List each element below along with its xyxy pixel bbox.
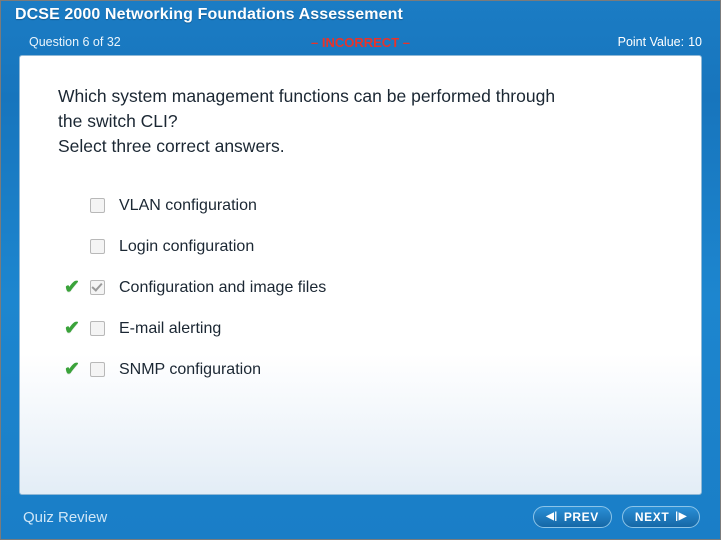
question-progress: Question 6 of 32 bbox=[29, 35, 121, 49]
navigation-buttons bbox=[533, 506, 700, 528]
answer-label: VLAN configuration bbox=[119, 196, 257, 214]
status-bar bbox=[1, 29, 720, 55]
answer-checkbox[interactable] bbox=[90, 362, 105, 377]
check-mark-icon: ✔ bbox=[64, 277, 80, 298]
next-button[interactable] bbox=[622, 506, 700, 528]
question-line-1: Which system management functions can be performed through bbox=[58, 86, 556, 106]
question-panel bbox=[19, 55, 702, 495]
answer-option[interactable] bbox=[64, 267, 667, 308]
prev-button-label: PREV bbox=[563, 510, 599, 524]
answer-option[interactable] bbox=[64, 349, 667, 390]
footer-bar bbox=[1, 495, 720, 539]
answer-option[interactable] bbox=[64, 185, 667, 226]
title-bar bbox=[1, 1, 720, 29]
answer-label: SNMP configuration bbox=[119, 360, 261, 378]
point-value-label: Point Value: bbox=[617, 35, 685, 49]
answer-checkbox[interactable] bbox=[90, 198, 105, 213]
prev-arrow-icon: ◀| bbox=[546, 511, 558, 522]
footer-title: Quiz Review bbox=[23, 508, 108, 526]
answer-checkbox[interactable] bbox=[90, 280, 105, 295]
answer-option[interactable] bbox=[64, 226, 667, 267]
check-mark-icon: ✔ bbox=[64, 318, 80, 339]
answer-list bbox=[64, 185, 667, 390]
point-value-number: 10 bbox=[688, 35, 702, 49]
answer-label: Login configuration bbox=[119, 237, 255, 255]
result-status-badge: – INCORRECT – bbox=[311, 34, 410, 50]
correct-mark-slot bbox=[64, 319, 90, 338]
page-title: DCSE 2000 Networking Foundations Assessement bbox=[15, 6, 403, 23]
correct-mark-slot bbox=[64, 278, 90, 297]
point-value bbox=[618, 35, 702, 49]
prev-button[interactable] bbox=[533, 506, 612, 528]
next-arrow-icon: |▶ bbox=[675, 511, 687, 522]
question-line-2: the switch CLI? bbox=[58, 111, 178, 131]
answer-checkbox[interactable] bbox=[90, 239, 105, 254]
question-text bbox=[58, 84, 667, 159]
next-button-label: NEXT bbox=[634, 510, 670, 524]
answer-checkbox[interactable] bbox=[90, 321, 105, 336]
answer-label: Configuration and image files bbox=[119, 278, 327, 296]
check-mark-icon: ✔ bbox=[64, 359, 80, 380]
answer-option[interactable] bbox=[64, 308, 667, 349]
correct-mark-slot bbox=[64, 360, 90, 379]
answer-label: E-mail alerting bbox=[119, 319, 222, 337]
question-line-3: Select three correct answers. bbox=[58, 136, 285, 156]
